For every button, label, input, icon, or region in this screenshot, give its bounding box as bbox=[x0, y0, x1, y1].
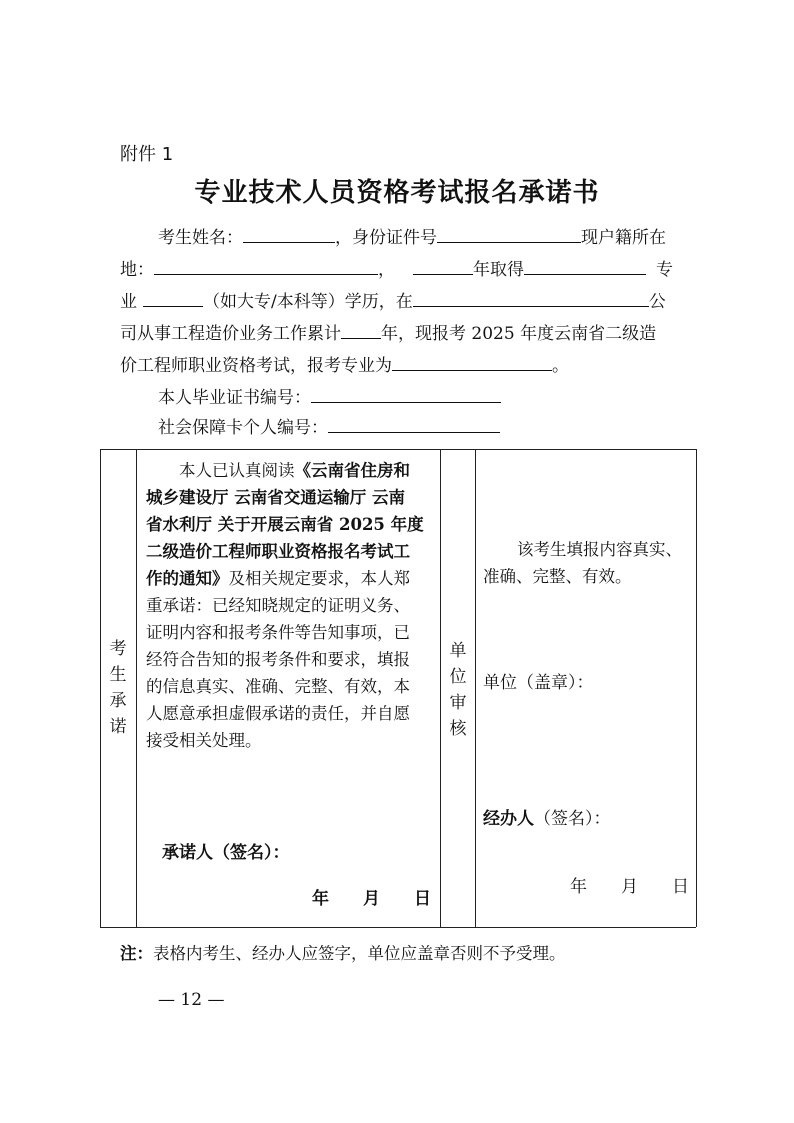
social-card-label: 社会保障卡个人编号： bbox=[158, 418, 328, 438]
table-col-divider-3 bbox=[475, 449, 476, 927]
major-label-cont: 业 bbox=[120, 292, 137, 312]
table-bottom-border bbox=[100, 927, 696, 928]
diploma-label: 本人毕业证书编号： bbox=[158, 388, 311, 408]
signer-label: 承诺人（签名）： bbox=[162, 843, 290, 863]
footnote-text: 表格内考生、经办人应签字，单位应盖章否则不予受理。 bbox=[153, 944, 566, 963]
degree-field[interactable] bbox=[143, 288, 203, 307]
commitment-intro: 本人已认真阅读 bbox=[179, 461, 295, 480]
name-field[interactable] bbox=[243, 224, 335, 243]
major-label: 专 bbox=[656, 260, 673, 280]
household-label-cont: 地： bbox=[120, 260, 154, 280]
footnote-label: 注： bbox=[120, 944, 153, 963]
commitment-line-10: 的信息真实、准确、完整、有效，本 bbox=[146, 677, 410, 696]
table-top-border bbox=[100, 449, 696, 450]
document-title: 专业技术人员资格考试报名承诺书 bbox=[194, 178, 600, 208]
commitment-line-6: 及相关规定要求，本人郑 bbox=[228, 569, 410, 588]
id-label: ，身份证件号 bbox=[335, 228, 437, 248]
work-years-field[interactable] bbox=[341, 320, 381, 339]
commitment-date: 年 月 日 bbox=[312, 889, 431, 909]
notice-title-l3: 省水利厅 关于开展云南省 2025 年度 bbox=[146, 515, 424, 534]
form-line-5 bbox=[120, 352, 569, 377]
major-field[interactable] bbox=[524, 256, 646, 275]
review-line-2: 准确、完整、有效。 bbox=[483, 567, 632, 586]
company-field[interactable] bbox=[413, 288, 649, 307]
attachment-label: 附件 1 bbox=[120, 144, 174, 165]
degree-hint: （如大专/本科等）学历，在 bbox=[203, 292, 413, 312]
handler-label-bold: 经办人 bbox=[483, 809, 534, 829]
company-label: 公 bbox=[648, 292, 666, 312]
table-col-divider-1 bbox=[136, 449, 137, 927]
commitment-line-8: 证明内容和报考条件等告知事项，已 bbox=[146, 623, 410, 642]
name-label: 考生姓名： bbox=[158, 228, 243, 248]
household-field[interactable] bbox=[154, 256, 378, 275]
commitment-line-12: 接受相关处理。 bbox=[146, 731, 262, 750]
commitment-line-9: 经符合告知的报考条件和要求，填报 bbox=[146, 650, 410, 669]
candidate-commitment-header: 考生承诺 bbox=[109, 639, 127, 737]
review-date: 年 月 日 bbox=[570, 877, 689, 897]
footnote bbox=[120, 940, 566, 964]
social-card-field[interactable] bbox=[328, 414, 500, 433]
work-years-label: 司从事工程造价业务工作累计 bbox=[120, 324, 341, 344]
id-number-field[interactable] bbox=[437, 224, 581, 243]
handler-label-rest: （签名）： bbox=[534, 809, 611, 829]
form-line-1 bbox=[158, 224, 666, 249]
period: 。 bbox=[552, 356, 569, 376]
commitment-line-7: 重承诺：已经知晓规定的证明义务、 bbox=[146, 596, 410, 615]
form-line-2 bbox=[120, 256, 673, 281]
exam-text: 年，现报考 2025 年度云南省二级造 bbox=[381, 324, 657, 344]
table-left-border bbox=[100, 449, 101, 927]
exam-major-field[interactable] bbox=[392, 352, 552, 371]
notice-title-l5: 作的通知》 bbox=[146, 569, 229, 588]
comma: ， bbox=[378, 260, 395, 280]
commitment-line-11: 人愿意承担虚假承诺的责任，并自愿 bbox=[146, 704, 410, 723]
page-number: — 12 — bbox=[158, 990, 225, 1010]
household-label: 现户籍所在 bbox=[581, 228, 666, 248]
review-line-1: 该考生填报内容真实、 bbox=[517, 540, 682, 559]
form-line-7 bbox=[158, 414, 500, 439]
unit-review-header: 单位审核 bbox=[449, 641, 467, 739]
commitment-text bbox=[146, 457, 436, 754]
notice-title-l4: 二级造价工程师职业资格报名考试工 bbox=[146, 542, 410, 561]
diploma-field[interactable] bbox=[311, 384, 501, 403]
form-line-4 bbox=[120, 320, 656, 345]
table-right-border bbox=[696, 449, 697, 927]
notice-title-l2: 城乡建设厅 云南省交通运输厅 云南 bbox=[146, 488, 405, 507]
table-col-divider-2 bbox=[440, 449, 441, 927]
graduation-year-field[interactable] bbox=[413, 256, 473, 275]
unit-seal-label: 单位（盖章）： bbox=[483, 673, 594, 693]
review-text bbox=[483, 536, 693, 590]
handler-label bbox=[483, 804, 611, 829]
form-line-6 bbox=[158, 384, 501, 409]
form-line-3 bbox=[120, 288, 666, 313]
exam-major-label: 价工程师职业资格考试，报考专业为 bbox=[120, 356, 392, 376]
notice-title-l1: 《云南省住房和 bbox=[294, 461, 410, 480]
year-obtained-label: 年取得 bbox=[473, 260, 524, 280]
